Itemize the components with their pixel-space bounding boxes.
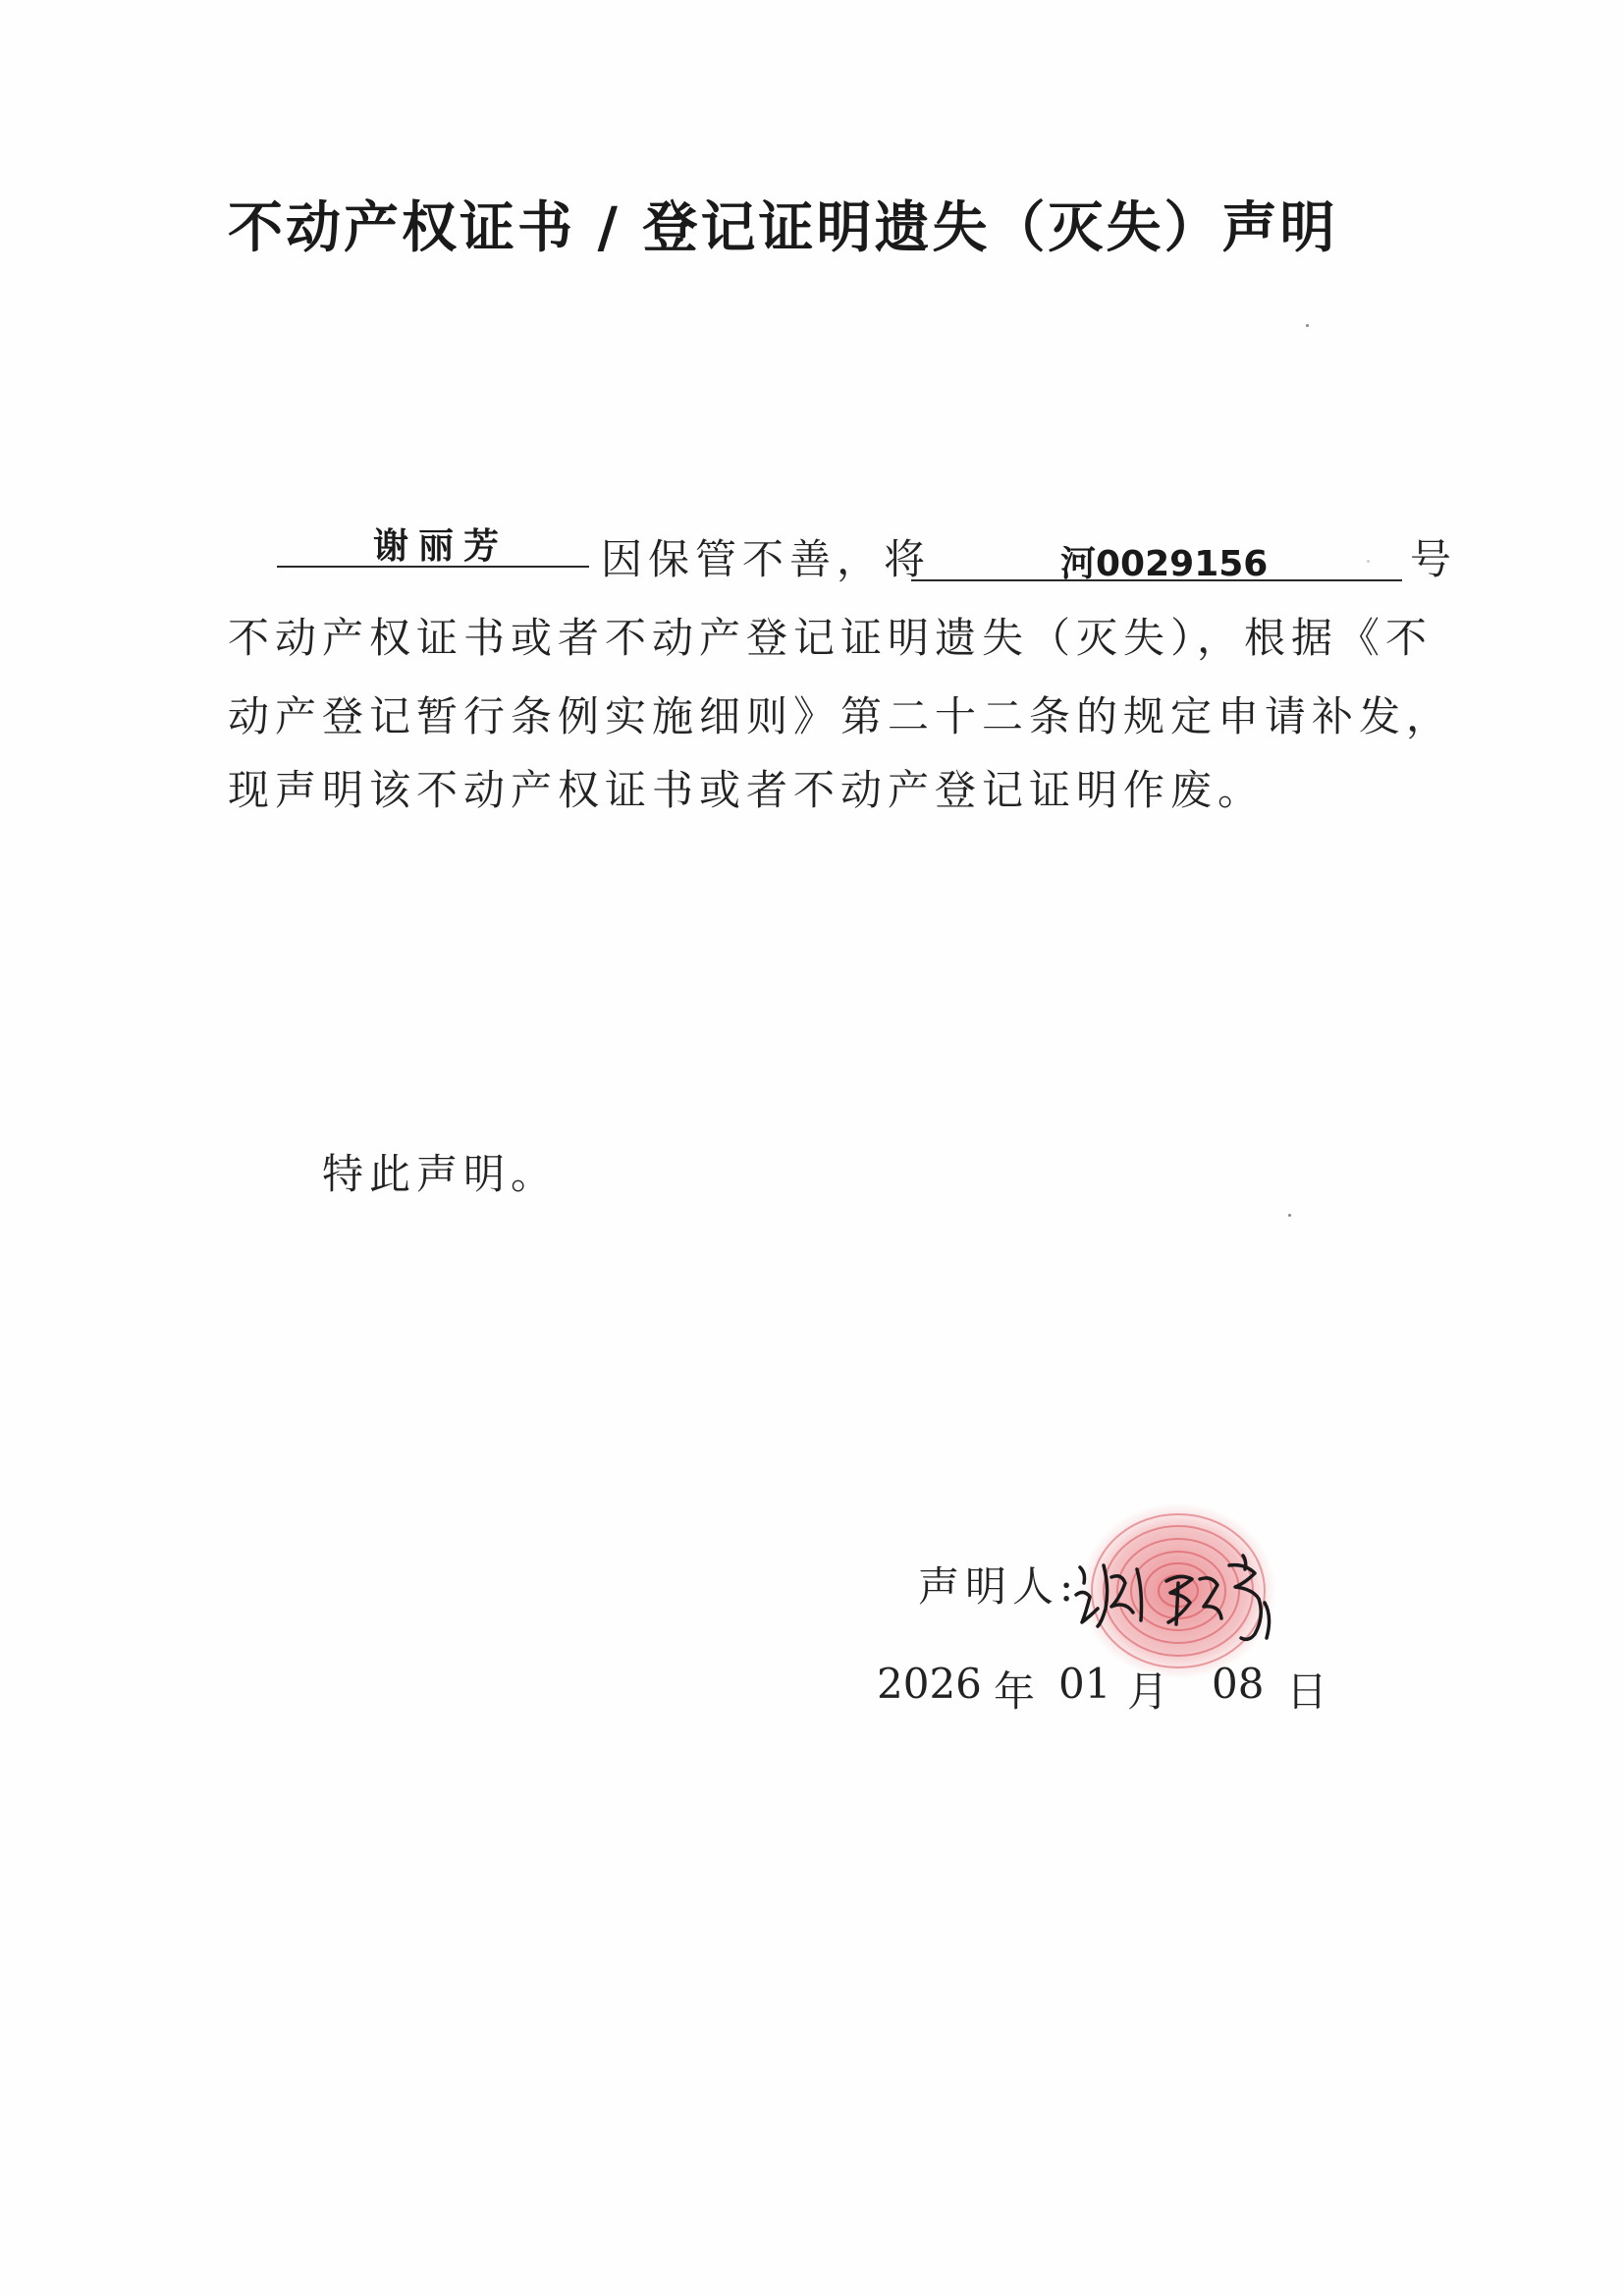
body-line-4: 现声明该不动产权证书或者不动产登记证明作废。 [228, 766, 1266, 814]
date-year: 2026 [877, 1660, 982, 1708]
date-day: 08 [1212, 1660, 1265, 1708]
date-year-unit: 年 [994, 1667, 1036, 1716]
date-day-unit: 日 [1286, 1667, 1328, 1716]
date-month: 01 [1058, 1660, 1111, 1708]
scan-speck [1367, 560, 1370, 563]
document-title: 不动产权证书 / 登记证明遗失（灭失）声明 [228, 196, 1338, 260]
text-after-name: 因保管不善，将 [601, 535, 932, 583]
body-line-3: 动产登记暂行条例实施细则》第二十二条的规定申请补发， [228, 692, 1454, 740]
date-month-unit: 月 [1127, 1667, 1169, 1716]
signer-label: 声明人: [918, 1562, 1080, 1611]
scan-speck [1288, 1214, 1291, 1217]
declarant-name: 谢丽芳 [373, 526, 510, 567]
closing-statement: 特此声明。 [322, 1150, 559, 1198]
certificate-number: 河0029156 [1060, 544, 1269, 584]
text-hao: 号 [1410, 535, 1458, 583]
handwritten-signature [1072, 1544, 1298, 1652]
scan-speck [1306, 324, 1309, 327]
body-line-2: 不动产权证书或者不动产登记证明遗失（灭失），根据《不 [228, 614, 1434, 662]
